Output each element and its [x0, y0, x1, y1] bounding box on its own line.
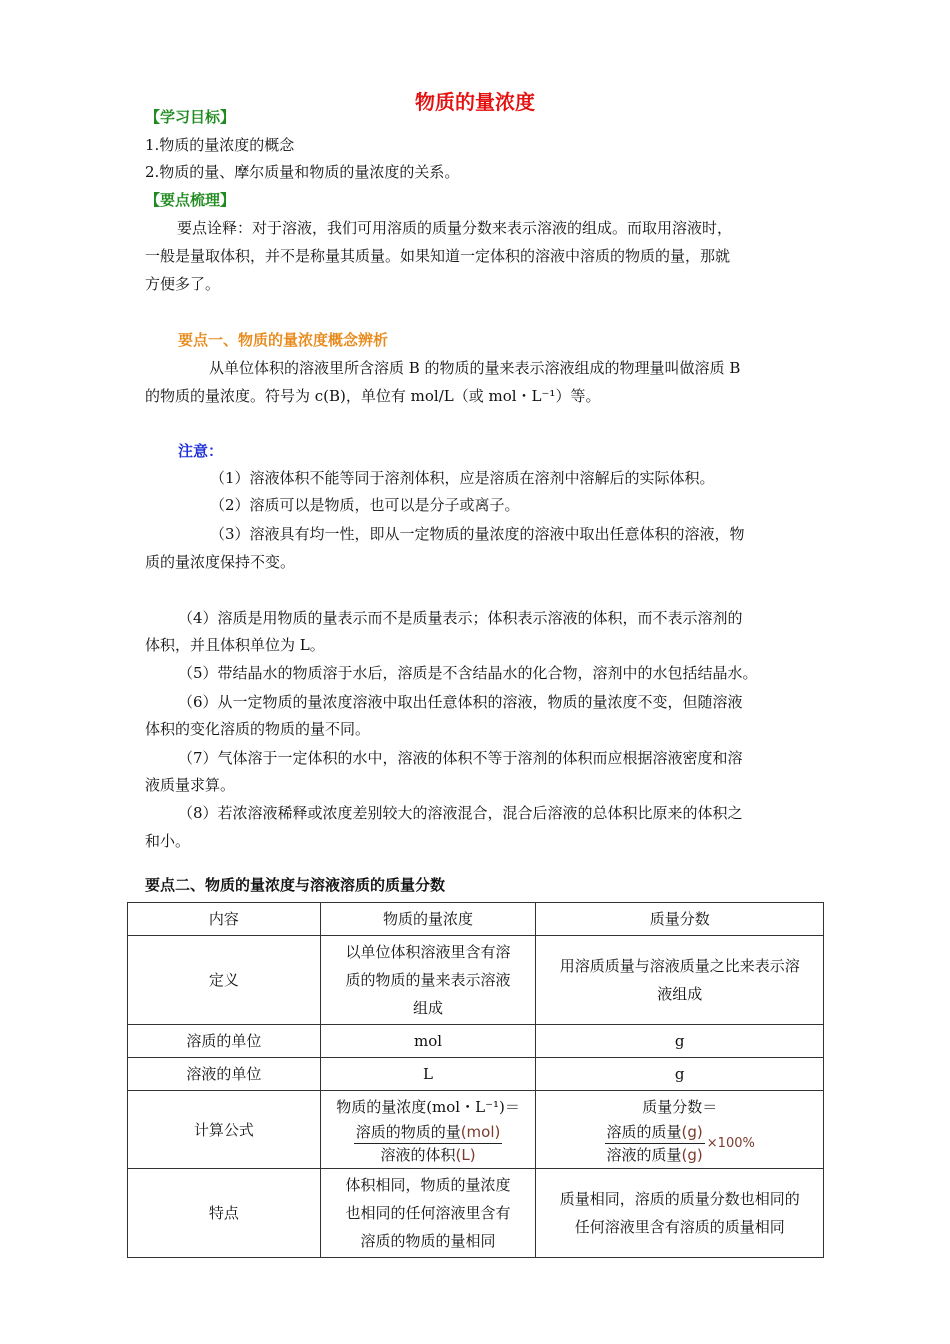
row-label: 溶液的单位 [128, 1058, 321, 1091]
note-line-4: 质的量浓度保持不变。 [145, 553, 296, 571]
cell-line: 任何溶液里含有溶质的质量相同 [574, 1218, 785, 1236]
numerator-text: 溶质的物质的量 [355, 1123, 461, 1141]
note-line-7: （5）带结晶水的物质溶于水后，溶质是不含结晶水的化合物，溶剂中的水包括结晶水。 [178, 664, 758, 682]
numerator-unit: (mol) [460, 1123, 501, 1141]
comparison-table [127, 902, 824, 1258]
summary-line-2: 一般是量取体积，并不是称量其质量。如果知道一定体积的溶液中溶质的物质的量，那就 [145, 247, 731, 265]
fraction-denominator [354, 1144, 503, 1166]
note-line-13: 和小。 [145, 832, 191, 850]
note-line-8: （6）从一定物质的量浓度溶液中取出任意体积的溶液，物质的量浓度不变，但随溶液 [178, 693, 743, 711]
header-cell: 质量分数 [536, 903, 824, 936]
table-row [128, 903, 824, 936]
fraction-numerator [354, 1121, 503, 1144]
denominator-text: 溶液的体积 [380, 1146, 456, 1164]
summary-line-3: 方便多了。 [145, 275, 221, 293]
cell-line: 用溶质质量与溶液质量之比来表示溶 [559, 957, 800, 975]
point1-line-2: 的物质的量浓度。符号为 c(B)，单位有 mol/L（或 mol・L⁻¹）等。 [145, 387, 601, 405]
summary-line-1: 要点诠释：对于溶液，我们可用溶质的质量分数来表示溶液的组成。而取用溶液时， [177, 219, 733, 237]
note-line-5: （4）溶质是用物质的量表示而不是质量表示；体积表示溶液的体积，而不表示溶剂的 [178, 609, 743, 627]
note-line-1: （1）溶液体积不能等同于溶剂体积，应是溶质在溶剂中溶解后的实际体积。 [210, 469, 715, 487]
page-title: 物质的量浓度 [415, 90, 535, 114]
row-label: 溶质的单位 [128, 1025, 321, 1058]
molarity-fraction [354, 1121, 503, 1166]
point2-heading: 要点二、物质的量浓度与溶液溶质的质量分数 [145, 876, 446, 894]
table-row [128, 936, 824, 1025]
mass-fraction [605, 1121, 705, 1166]
cell-line: 质量相同，溶质的质量分数也相同的 [559, 1190, 800, 1208]
denominator-unit: (L) [455, 1146, 476, 1164]
table-cell [320, 1091, 536, 1169]
cell-line: 也相同的任何溶液里含有 [345, 1204, 511, 1222]
cell-line: 质的物质的量来表示溶液 [345, 971, 511, 989]
objective-item-2: 2.物质的量、摩尔质量和物质的量浓度的关系。 [145, 163, 460, 181]
table-row [128, 1025, 824, 1058]
table-row [128, 1058, 824, 1091]
row-label: 定义 [128, 936, 321, 1025]
note-line-3: （3）溶液具有均一性，即从一定物质的量浓度的溶液中取出任意体积的溶液，物 [210, 525, 745, 543]
header-cell: 内容 [128, 903, 321, 936]
note-line-12: （8）若浓溶液稀释或浓度差别较大的溶液混合，混合后溶液的总体积比原来的体积之 [178, 804, 743, 822]
header-cell: 物质的量浓度 [320, 903, 536, 936]
percent-multiplier: ×100% [706, 1135, 755, 1151]
row-label: 特点 [128, 1169, 321, 1258]
point1-heading: 要点一、物质的量浓度概念辨析 [178, 331, 389, 349]
point1-line-1: 从单位体积的溶液里所含溶质 B 的物质的量来表示溶液组成的物理量叫做溶质 B [209, 359, 741, 377]
objective-item-1: 1.物质的量浓度的概念 [145, 136, 295, 154]
note-heading: 注意： [178, 442, 224, 460]
fraction-numerator [605, 1121, 705, 1144]
table-cell [320, 1169, 536, 1258]
note-line-9: 体积的变化溶质的物质的量不同。 [145, 720, 371, 738]
note-line-11: 液质量求算。 [145, 776, 236, 794]
table-cell [536, 1091, 824, 1169]
note-line-2: （2）溶质可以是物质，也可以是分子或离子。 [210, 496, 520, 514]
cell-line: 液组成 [657, 985, 703, 1003]
formula-head: 物质的量浓度(mol・L⁻¹)＝ [336, 1098, 520, 1116]
table-cell [536, 936, 824, 1025]
objectives-heading: 【学习目标】 [145, 108, 236, 126]
summary-heading: 【要点梳理】 [145, 191, 236, 209]
table-cell: g [536, 1025, 824, 1058]
table-cell [536, 1169, 824, 1258]
denominator-text: 溶液的质量 [606, 1146, 682, 1164]
table-row [128, 1169, 824, 1258]
cell-line: 体积相同，物质的量浓度 [345, 1176, 511, 1194]
numerator-text: 溶质的质量 [606, 1123, 682, 1141]
table-cell: mol [320, 1025, 536, 1058]
table-cell: g [536, 1058, 824, 1091]
note-line-10: （7）气体溶于一定体积的水中，溶液的体积不等于溶剂的体积而应根据溶液密度和溶 [178, 749, 743, 767]
table-cell [320, 936, 536, 1025]
fraction-denominator [605, 1144, 705, 1166]
table-row [128, 1091, 824, 1169]
denominator-unit: (g) [681, 1146, 703, 1164]
note-line-6: 体积，并且体积单位为 L。 [145, 636, 325, 654]
numerator-unit: (g) [681, 1123, 703, 1141]
cell-line: 溶质的物质的量相同 [360, 1232, 496, 1250]
table-cell: L [320, 1058, 536, 1091]
row-label: 计算公式 [128, 1091, 321, 1169]
cell-line: 以单位体积溶液里含有溶 [345, 943, 511, 961]
formula-head: 质量分数＝ [642, 1098, 718, 1116]
cell-line: 组成 [413, 999, 444, 1017]
